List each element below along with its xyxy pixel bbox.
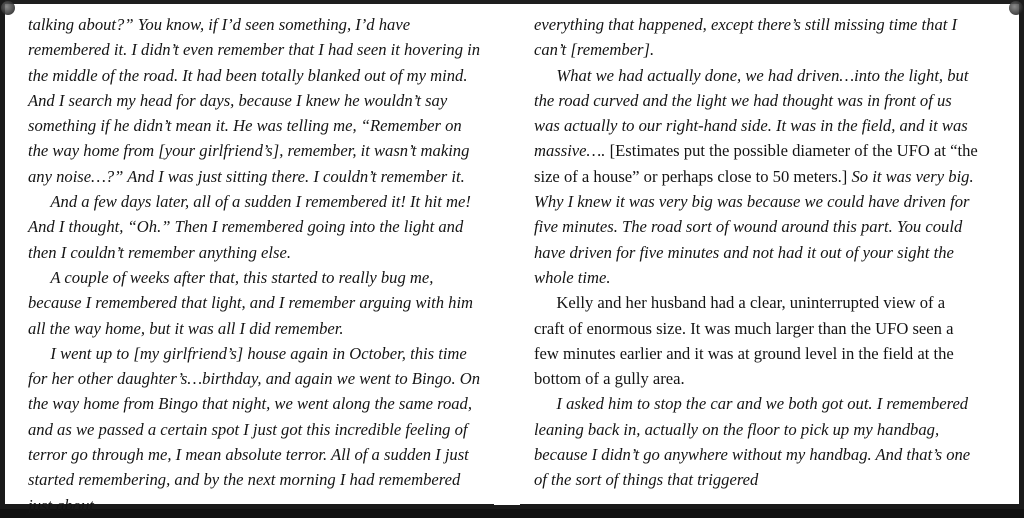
paragraph: everything that happened, except there’s still missing time that I can’t [remember]. bbox=[534, 15, 958, 60]
paragraph: A couple of weeks after that, this started to really bug me, because I remembered that light, and I remember arguing with him all the way home, but it was all I did remember. bbox=[28, 267, 474, 338]
paragraph-mixed bbox=[534, 63, 978, 291]
paragraph: I asked him to stop the car and we both got out. I remembered leaning back in, actually on the floor to pick up my handbag, because I didn’t go anywhere without my handbag. And that’s one of the sort of things that triggered bbox=[534, 394, 971, 490]
paragraph-run: What we had actually done, we had driven…into the light, but the road curved and the light we had thought was in front of us was actually to our right-hand side. It was in the field, and it was massive…. bbox=[534, 65, 969, 161]
paragraph-run: So it was very big. Why I knew it was very big was because we could have driven for five minutes. The road sort of wound around this part. You could have driven for five minutes and not had it out of your sight the whole time. bbox=[534, 166, 974, 287]
right-text-column bbox=[512, 0, 1024, 509]
paragraph: talking about?” You know, if I’d seen something, I’d have remembered it. I didn’t even remember that I had seen it hovering in the middle of the road. It had been totally blanked out of my mind. And I search my head for days, because I knew he wouldn’t say something if he didn’t mean it. He was telling me, “Remember on the way home from [your girlfriend’s], remember, it wasn’t making any noise…?” And I was just sitting there. I couldn’t remember it. bbox=[28, 15, 481, 186]
paragraph: I went up to [my girlfriend’s] house again in October, this time for her other daughter’s…birthday, and again we went to Bingo. On the way home from Bingo that night, we went along the same road, and as we passed a certain spot I just got this incredible feeling of terror go through me, I mean absolute terror. All of a sudden I just started remembering, and by the next morning I had remembered just about bbox=[28, 343, 481, 515]
paragraph-run-editorial-note: [Estimates put the possible diameter of the UFO at “the size of a house” or perhaps close to 50 meters.] bbox=[534, 141, 978, 186]
page-gutter bbox=[494, 4, 520, 505]
paragraph: And a few days later, all of a sudden I remembered it! It hit me! And I thought, “Oh.” Then I remembered going into the light and then I couldn’t remember anything else. bbox=[28, 192, 471, 262]
left-text-column bbox=[0, 0, 512, 515]
paragraph: Kelly and her husband had a clear, uninterrupted view of a craft of enormous size. It was much larger than the UFO seen a few minutes earlier and it was at ground level in the field at the bottom of a gully area. bbox=[534, 293, 954, 389]
